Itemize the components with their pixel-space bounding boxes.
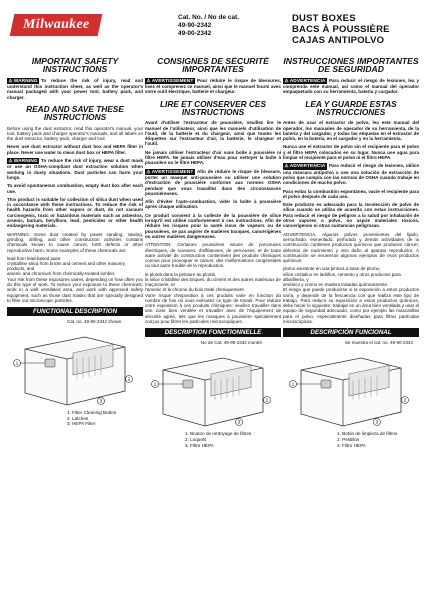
section-title: INSTRUCCIONES IMPORTANTES DE SEGURIDAD [283, 57, 419, 75]
cat-number: 49-00-2342 [178, 30, 212, 37]
list-item: lead from lead-based paint [7, 255, 61, 261]
paragraph: ATTENTION: Certaines poussières issues de ponceuses électriques, de scieuses, d'affûteuses, de perceuses, et de toute autre activité de construction contiennent des produits chimiques connus pour provoquer le cancer, des malformations congénitales ou tout autre trouble de la reproduction. [145, 242, 281, 269]
functional-description-title: DESCRIPTION FONCTIONNELLE [145, 328, 281, 337]
warning-tag: ⚠ WARNING [7, 78, 39, 84]
svg-text:2: 2 [403, 397, 407, 403]
cat-number: 49-90-2342 [178, 22, 212, 29]
title-en: DUST BOXES [292, 13, 356, 24]
paragraph: Para evitar la combustión espontánea, vacíe el recipiente para el polvo después de cada uso. [283, 188, 419, 199]
paragraph: El riesgo que puede producirse si la exposición a estos productos varía, y depende de la frecuencia con que realiza este tipo de trabajo. Para reducir su exposición a estos productos químicos, debe hacer lo siguiente: trabajar en un área bien ventilada y usar el equipo de seguridad adecuado, como por ejemplo las mascarillas para el polvo, especialmente diseñadas para filtrar partículas microscópicas. [283, 287, 419, 325]
functional-description-title: FUNCTIONAL DESCRIPTION [7, 307, 143, 316]
paragraph: ADVERTENCIA. Algunos polvos provenientes del lijado, serruchado, esmerilado, perforado y demás actividades de la construcción contienen productos químicos que producen cáncer, defectos de nacimiento y otro daño al aparato reproductor. A continuación se enumeran algunos ejemplos de esos productos químicos: [283, 231, 419, 264]
paragraph: Ne jamais utiliser l'extracteur d'air sans boîte à poussière ni filtre HEPA. Ne jamais utiliser d'eau pour nettoyer la boîte à poussière ou le filtre HEPA. [145, 149, 281, 166]
dust-box-illustration [283, 350, 419, 430]
chemical-list [283, 266, 419, 287]
svg-text:1: 1 [15, 360, 19, 366]
title-es: CAJAS ANTIPOLVO [292, 35, 385, 46]
legend-item: 3. Filtro HEPA [337, 442, 366, 448]
legend-item: 2. Loquets [185, 436, 207, 442]
read-save-title: LIRE ET CONSERVER CES INSTRUCTIONS [159, 98, 267, 117]
title-fr: BACS À POUSSIÈRE [292, 24, 390, 35]
legend-item: 2. Latches [67, 415, 89, 421]
paragraph: Before using the dust extractor, read this operator's manual, your tool, battery pack and charger operator's manuals, and all labels on the dust extractor, battery pack, charger and tool. [7, 125, 143, 142]
svg-text:3: 3 [375, 419, 379, 425]
dust-box-illustration [145, 350, 281, 430]
svg-text:2: 2 [265, 397, 269, 403]
english-column [7, 57, 143, 595]
legend-item: 1. Filter Cleaning Button [67, 410, 117, 416]
warning-paragraph: ⚠ AVERTISSEMENT Afin de réduire le risque de blessure, porter un masque anti-poussière ou utiliser une solution d'extraction de poussière conforme aux normes OSHA pendant que vous travaillez dans des circonstances poussiéreuses. [145, 169, 281, 196]
figure-legend [337, 431, 397, 448]
list-item: arsenic and chromium from chemically-treated lumber. [7, 271, 116, 277]
svg-text:3: 3 [99, 398, 103, 404]
paragraph: To avoid spontaneous combustion, empty dust box after each use. [7, 183, 143, 194]
figure-caption: No de Cat. 49-90-2342 montré [201, 340, 263, 346]
figure-legend [185, 431, 251, 448]
read-save-title: LEA Y GUARDE ESTAS INSTRUCCIONES [305, 98, 397, 117]
warning-tag: ⚠ AVERTISSEMENT [145, 169, 195, 175]
legend-item: 3. HEPA Filter [67, 421, 96, 427]
figure-legend [67, 410, 116, 427]
paragraph: Este producto es adecuado para la recolección de polvo de sílice cuando se utiliza de acuerdo con estas instrucciones. Para reducir el riesgo de peligros a la salud por inhalación de otros vapores o polvo, no aspire materiales tóxicos, cancerígenos ni otras sustancias peligrosas. [283, 202, 419, 229]
figure-caption: Cat. no. 49-90-2342 shown [67, 319, 122, 325]
paragraph: This product is suitable for collection of silica dust when used in accordance with these instructions. To reduce the risk of health hazards from other vapors or dust, do not vacuum carcinogenic, toxic or hazardous materials such as asbestos, arsenic, barium, beryllium, lead, pesticides or other health endangering materials. [7, 196, 143, 229]
warning-tag: ⚠ ADVERTENCIA [283, 163, 327, 169]
warning-paragraph: ⚠ AVERTISSEMENT Pour réduire le risque de blessures, lisez et comprenez ce manuel, ainsi que le manuel fourni avec votre outil électrique, batterie et chargeur. [145, 78, 281, 95]
list-item: crystalline silica from bricks and cement and other masonry products, and [7, 261, 126, 272]
paragraph: WARNING: Some dust created by power sanding, sawing, grinding, drilling, and other construction activities contains chemicals known to cause cancer, birth defects or other reproductive harm. Some examples of these chemicals are: [7, 231, 143, 253]
svg-text:1: 1 [153, 381, 157, 387]
catalog-numbers [178, 14, 239, 38]
dust-box-figure [145, 340, 281, 458]
legend-item: 3. Filtre HEPA [185, 442, 214, 448]
warning-paragraph: ⚠ WARNING To reduce the risk of injury, wear a dust mask or use an OSHA-compliant dust extraction solution when working in dusty situations. Dust particles can harm your lungs. [7, 158, 143, 180]
page-header [0, 0, 425, 52]
section-title: CONSIGNES DE SÉCURITÉ IMPORTANTES [157, 57, 269, 75]
list-item: arsénico y cromo en madera tratadas químicamente. [283, 282, 389, 288]
paragraph: Your risk from these exposures varies, depending on how often you do this type of work. To reduce your exposure to these chemicals: work in a well ventilated area, and work with approved safety equipment, such as those dust masks that are specially designed to filter out microscopic particles. [7, 276, 143, 303]
paragraph: Never use dust extractor without dust box and HEPA filter in place. Never use water to clean dust box or HEPA filter. [7, 144, 143, 155]
french-column [145, 57, 281, 595]
section-title: IMPORTANT SAFETY INSTRUCTIONS [31, 57, 119, 75]
list-item: sílice cristalino en ladrillos, cemento y otros productos para albañilería, y [283, 271, 401, 282]
paragraph: Antes de usar el extractor de polvo, lea este manual del operador, los manuales de operador de su herramienta, de la batería y del cargador, y todas las etiquetas en el extractor de polvo, en la batería, en el cargador y en la herramienta. [283, 120, 419, 142]
milwaukee-logo: Milwaukee [10, 14, 103, 36]
paragraph: Nunca use el extractor de polvo sin el recipiente para el polvo y el filtro HEPA colocados en su lugar. Nunca use agua para limpiar el recipiente para el polvo ni el filtro HEPA. [283, 144, 419, 161]
document-title [292, 13, 390, 46]
svg-text:3: 3 [237, 419, 241, 425]
warning-paragraph: ⚠ WARNING To reduce the risk of injury, read and understand this instruction sheet, as well as the operator's manual packaged with your power tool, battery pack, and charger. [7, 78, 143, 100]
list-item: l'arsenic et le chrome du bois traité chimiquement. [145, 287, 245, 293]
paragraph: Votre risque d'exposition à ces produits varie en fonction du nombre de fois où vous exécutez ce type de travail. Pour réduire votre exposition à ces produits chimiques: veuillez travailler dans une zone bien ventilée et travailler avec de l'équipement de sécurité agréé, tels que les masques à poussière spécialement conçus pour filtrer les particules microscopiques. [145, 292, 281, 325]
dust-box-figure [283, 340, 419, 458]
warning-tag: ⚠ ADVERTENCIA [283, 78, 327, 84]
figure-caption: Se muestra el cat. no. 49-90-2342 [345, 340, 414, 346]
list-item: le plomb dans la peinture au plomb, [145, 271, 217, 277]
spanish-column [283, 57, 419, 595]
warning-paragraph: ⚠ ADVERTENCIA Para reducir el riesgo de lesiones, utilice una máscara antipolvo o use una solución de extracción de polvo que cumpla con las normas de OSHA cuando trabaje en condiciones de mucho polvo. [283, 163, 419, 185]
paragraph: Ce produit convient à la collecte de la poussière de silice lorsqu'il est utilisé conformément à ces instructions. Afin de réduire les risques pour la santé issus de vapeurs ou de poussières, ne pas aspirer de matières toxiques, cancérigènes ou autres matières dangereuses. [145, 212, 281, 239]
chemical-list [145, 272, 281, 293]
legend-item: 1. Bouton de nettoyage de filtres [185, 431, 252, 437]
functional-description-title: DESCRIPCIÓN FUNCIONAL [283, 328, 419, 337]
dust-box-illustration [7, 329, 143, 409]
warning-tag: ⚠ WARNING [7, 158, 39, 164]
list-item: plomo existente en una pintura a base de plomo, [283, 266, 381, 272]
legend-item: 1. Botón de limpieza de filtros [337, 431, 398, 437]
read-save-title: READ AND SAVE THESE INSTRUCTIONS [26, 104, 124, 123]
warning-tag: ⚠ AVERTISSEMENT [145, 78, 195, 84]
svg-text:2: 2 [127, 376, 131, 382]
paragraph: Avant d'utiliser l'extracteur de poussière, veuillez lire le manuel de l'utilisateur, ainsi que les manuels d'utilisation de l'outil, de la batterie et du chargeur, ainsi que toutes les étiquettes sur l'extracteur d'air, la batterie, le chargeur et l'outil. [145, 120, 281, 147]
svg-text:1: 1 [291, 381, 295, 387]
list-item: la silice cristalline des briques, du ciment et des autres matériaux de maçonnerie, et [145, 276, 281, 288]
legend-item: 2. Pestillos [337, 436, 360, 442]
paragraph: Afin d'éviter l'auto-combustion, vider la boîte à poussière après chaque utilisation. [145, 199, 281, 210]
chemical-list [7, 256, 143, 277]
warning-paragraph: ⚠ ADVERTENCIA Para reducir el riesgo de lesiones, lea y comprenda este manual, así como el manual del operador empaquetado con su herramienta, batería y cargador. [283, 78, 419, 95]
cat-label: Cat. No. / No de cat. [178, 14, 240, 21]
dust-box-figure [7, 319, 143, 437]
